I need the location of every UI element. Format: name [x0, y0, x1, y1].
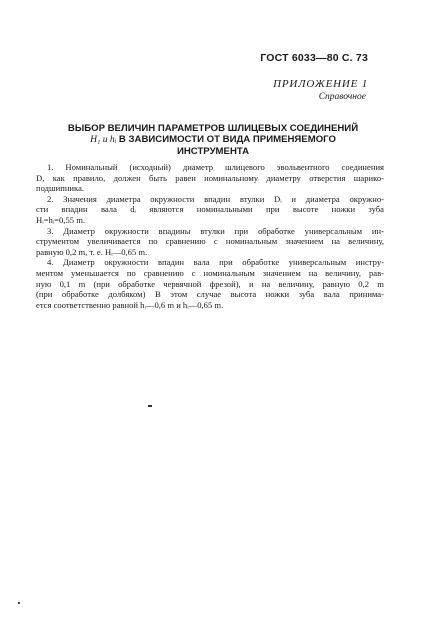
document-body: [36, 162, 384, 310]
title-line-1: ВЫБОР ВЕЛИЧИН ПАРАМЕТРОВ ШЛИЦЕВЫХ СОЕДИНЕНИЙ: [67, 123, 359, 134]
paragraph-3-line-3: равную 0,2 m, т. е. Hᵢ—0,65 m.: [36, 246, 148, 257]
title-line-2: [40, 134, 386, 145]
scan-mark: [148, 405, 152, 407]
paragraph-4-line-3: ную 0,1 m (при обработке червячной фрезой), и на величину, равную 0,2 m: [36, 278, 384, 289]
paragraph-3-line-1: 3. Диаметр окружности впадины втулки при обработке универсальным ин-: [47, 225, 384, 236]
paragraph-1-line-2: D, как правило, должен быть равен номинальному диаметру отверстия шарико-: [36, 172, 384, 183]
standard-header: ГОСТ 6033—80 С. 73: [260, 52, 368, 64]
appendix-label: ПРИЛОЖЕНИЕ 1: [273, 78, 368, 90]
paragraph-1-line-3: подшипника.: [36, 183, 85, 194]
scan-dot: [18, 602, 20, 604]
paragraph-2-line-3: Hᵢ=hᵢ=0,55 m.: [36, 214, 86, 225]
paragraph-4-line-5: ется соответственно равной hᵢ—0,6 m и hᵢ—0,65 m.: [36, 299, 224, 310]
paragraph-4-line-4: (при обработке долбяком) В этом случае высота ножки зуба вала принима-: [36, 289, 384, 300]
paragraph-2-line-1: 2. Значения диаметра окружности впадин втулки Dᵢ и диаметра окружно-: [47, 193, 384, 204]
section-title: [40, 123, 386, 157]
title-symbols: H₁ и hᵢ: [90, 134, 117, 146]
title-line-3: ИНСТРУМЕНТА: [176, 145, 250, 157]
paragraph-4-line-1: 4. Диаметр окружности впадин вала при обработке универсальным инстру-: [47, 257, 384, 268]
paragraph-4-line-2: ментом уменьшается по сравнению с номинальным значением на величину, рав-: [36, 267, 384, 278]
appendix-type: Справочное: [318, 92, 366, 102]
paragraph-3-line-2: струментом увеличивается по сравнению с номинальным значением на величину,: [36, 236, 384, 247]
paragraph-1-line-1: 1. Номинальный (исходный) диаметр шлицевого эвольвентного соединения: [47, 162, 384, 172]
title-line-2-text: В ЗАВИСИМОСТИ ОТ ВИДА ПРИМЕНЯЕМОГО: [116, 134, 336, 146]
paragraph-2-line-2: сти впадин вала dᵢ являются номинальными при высоте ножки зуба: [36, 204, 384, 215]
